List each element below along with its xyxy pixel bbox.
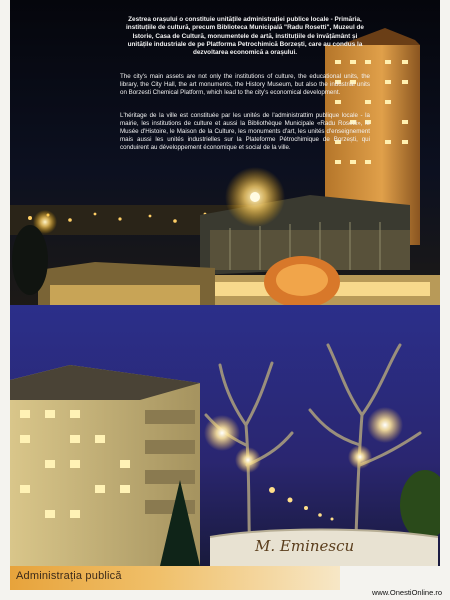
eminescu-monument-photo <box>10 305 440 566</box>
site-url[interactable]: www.OnestiOnline.ro <box>371 588 442 597</box>
paragraph-english <box>120 73 370 97</box>
paragraph-english-text: The city's main assets are not only the institutions of culture, the educational units, the library, the City Hall, the art monuments, the History Museum, but also the industrial units on Borzesti Chemical Platform, which lead to the city's economical development. <box>120 73 370 97</box>
paragraph-french-text: L'héritage de la ville est constituée par les unités de l'administrattim publique locale - la mairie, les institutions de culture et aussi la Bibliothèque Municipale «Radu Rosetti», le Musée d'Histoire, le Maison de la Culture, les monuments d'art, les unités d'enseignement mais aussi les unités industrielles sur la Plateforme Pétrochimique de Borzești, qui conduirent au développement économique et social de la ville. <box>120 112 370 152</box>
paragraph-french <box>120 112 370 152</box>
section-title: Administrația publică <box>16 570 122 582</box>
brochure-page <box>10 0 440 566</box>
paragraph-romanian <box>120 16 370 58</box>
monument-signature: M. Eminescu <box>255 537 355 555</box>
paragraph-romanian-text: Zestrea orașului o constituie unitățile administrației publice locale - Primăria, instituțiile de cultură, precum Biblioteca Municipală "Radu Rosetti", Muzeul de Istorie, Casa de Cultură, monumentele de artă, instituțiile de învățământ și unitățile industriale de pe Platforma Petrochimică Borzești, care au condus la dezvoltarea economică a orașului. <box>126 16 364 57</box>
